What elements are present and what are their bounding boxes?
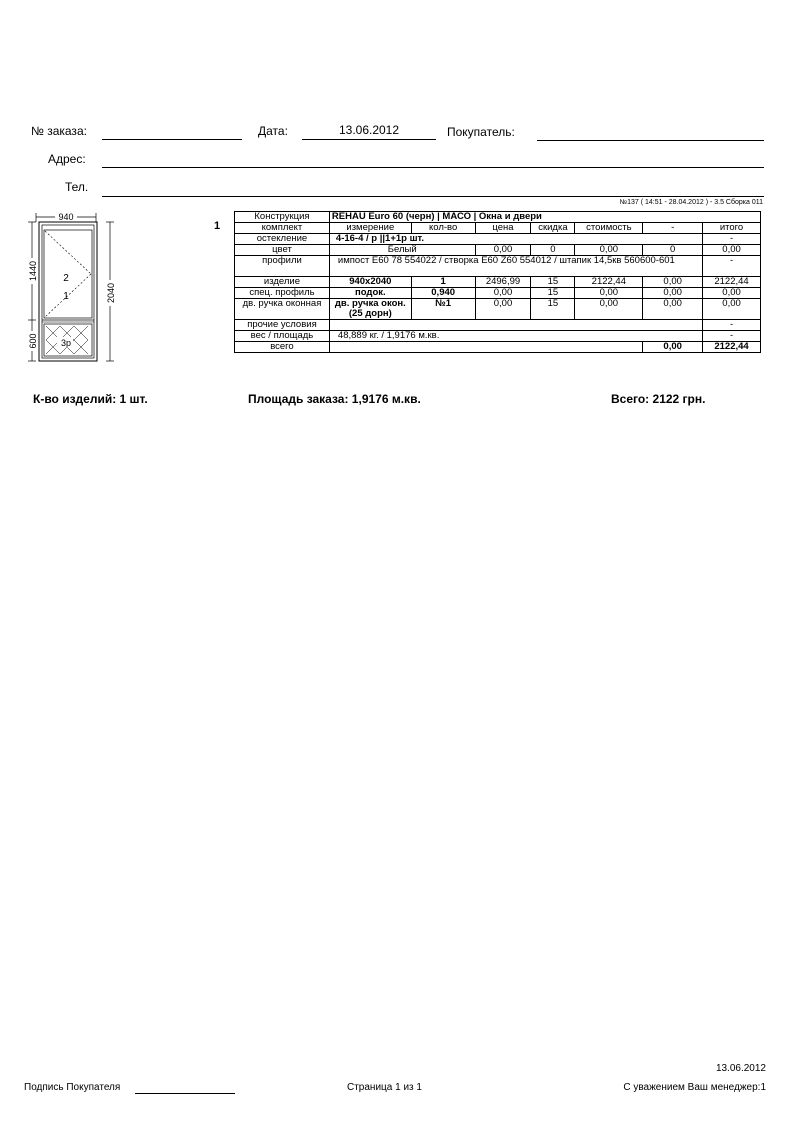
handle-price: 0,00 [475, 299, 531, 320]
order-number-label: № заказа: [31, 124, 87, 138]
date-value: 13.06.2012 [338, 123, 400, 137]
product-qty: 1 [411, 277, 475, 288]
lower-dimension-label: 600 [28, 333, 38, 349]
handle-dash: 0,00 [643, 299, 703, 320]
height-dimension-label: 2040 [106, 282, 116, 304]
spec-profile-name: подок. [329, 288, 411, 299]
upper-dimension-label: 1440 [28, 260, 38, 282]
page-number: Страница 1 из 1 [347, 1082, 422, 1093]
product-label: изделие [235, 277, 330, 288]
col-stoimost: стоимость [575, 223, 643, 234]
table-row [235, 320, 761, 331]
order-area: Площадь заказа: 1,9176 м.кв. [248, 392, 421, 406]
window-drawing [22, 208, 132, 368]
color-label: цвет [235, 245, 330, 256]
color-stoimost: 0,00 [575, 245, 643, 256]
product-total: 2122,44 [703, 277, 761, 288]
col-cena: цена [475, 223, 531, 234]
col-komplekt: комплект [235, 223, 330, 234]
col-dash: - [643, 223, 703, 234]
footer-date: 13.06.2012 [715, 1063, 766, 1074]
order-number-line [102, 139, 242, 140]
width-dimension-label: 940 [58, 212, 74, 222]
spec-profile-label: спец. профиль [235, 288, 330, 299]
signature-label: Подпись Покупателя [24, 1082, 121, 1093]
weight-label: вес / площадь [235, 331, 330, 342]
phone-line [102, 196, 764, 197]
spec-profile-dash: 0,00 [643, 288, 703, 299]
spec-profile-cost: 0,00 [575, 288, 643, 299]
product-price: 2496,99 [475, 277, 531, 288]
total-itogo: 2122,44 [703, 342, 761, 353]
weight-itogo: - [703, 331, 761, 342]
handle-discount: 15 [531, 299, 575, 320]
table-row [235, 288, 761, 299]
spec-profile-total: 0,00 [703, 288, 761, 299]
item-number: 1 [214, 220, 221, 232]
glazing-label: остекление [235, 234, 330, 245]
spec-profile-discount: 15 [531, 288, 575, 299]
profiles-label: профили [235, 256, 330, 277]
profiles-value: импост E60 78 554022 / створка E60 Z60 554012 / штапик 14,5кв 560600-601 [329, 256, 702, 277]
color-cena: 0,00 [475, 245, 531, 256]
table-row [235, 342, 761, 353]
col-izmerenie: измерение [329, 223, 411, 234]
glazing-value: 4-16-4 / р ||1+1р шт. [329, 234, 702, 245]
color-dash: 0 [643, 245, 703, 256]
color-itogo: 0,00 [703, 245, 761, 256]
handle-qty: №1 [411, 299, 475, 320]
handle-label: дв. ручка оконная [235, 299, 330, 320]
address-label: Адрес: [48, 152, 86, 166]
product-dash: 0,00 [643, 277, 703, 288]
grand-total: Всего: 2122 грн. [611, 392, 706, 406]
table-row [235, 223, 761, 234]
spec-profile-qty: 0,940 [411, 288, 475, 299]
buyer-line [537, 140, 764, 141]
table-row [235, 245, 761, 256]
glazing-itogo: - [703, 234, 761, 245]
total-dash: 0,00 [643, 342, 703, 353]
color-value: Белый [329, 245, 475, 256]
signature-line [135, 1093, 235, 1094]
product-size: 940x2040 [329, 277, 411, 288]
product-cost: 2122,44 [575, 277, 643, 288]
table-row [235, 212, 761, 223]
manager-signoff: С уважением Ваш менеджер:1 [623, 1082, 766, 1093]
table-row [235, 331, 761, 342]
phone-label: Тел. [65, 180, 89, 194]
other-label: прочие условия [235, 320, 330, 331]
handle-name: дв. ручка окон.(25 дорн) [329, 299, 411, 320]
product-discount: 15 [531, 277, 575, 288]
construction-label: Конструкция [235, 212, 330, 223]
handle-total: 0,00 [703, 299, 761, 320]
table-row [235, 299, 761, 320]
col-kolvo: кол-во [411, 223, 475, 234]
table-row [235, 256, 761, 277]
date-line [302, 139, 436, 140]
total-label: всего [235, 342, 330, 353]
spec-profile-price: 0,00 [475, 288, 531, 299]
construction-value: REHAU Euro 60 (черн) | МАСО | Окна и двери [329, 212, 760, 223]
panel-label: 3р [60, 338, 72, 348]
total-spacer [329, 342, 642, 353]
spec-table [234, 211, 761, 353]
date-label: Дата: [258, 124, 288, 138]
sash-label-1: 1 [63, 291, 69, 302]
table-row [235, 277, 761, 288]
other-value [329, 320, 702, 331]
col-itogo: итого [703, 223, 761, 234]
other-itogo: - [703, 320, 761, 331]
weight-value: 48,889 кг. / 1,9176 м.кв. [329, 331, 702, 342]
address-line [102, 167, 764, 168]
profiles-itogo: - [703, 256, 761, 277]
col-skidka: скидка [531, 223, 575, 234]
table-row [235, 234, 761, 245]
order-meta-line: №137 ( 14:51 - 28.04.2012 ) - 3.5 Сборка 011 [619, 199, 763, 206]
items-count: К-во изделий: 1 шт. [33, 392, 148, 406]
sash-label-2: 2 [63, 273, 69, 284]
color-skidka: 0 [531, 245, 575, 256]
handle-cost: 0,00 [575, 299, 643, 320]
buyer-label: Покупатель: [447, 125, 515, 139]
